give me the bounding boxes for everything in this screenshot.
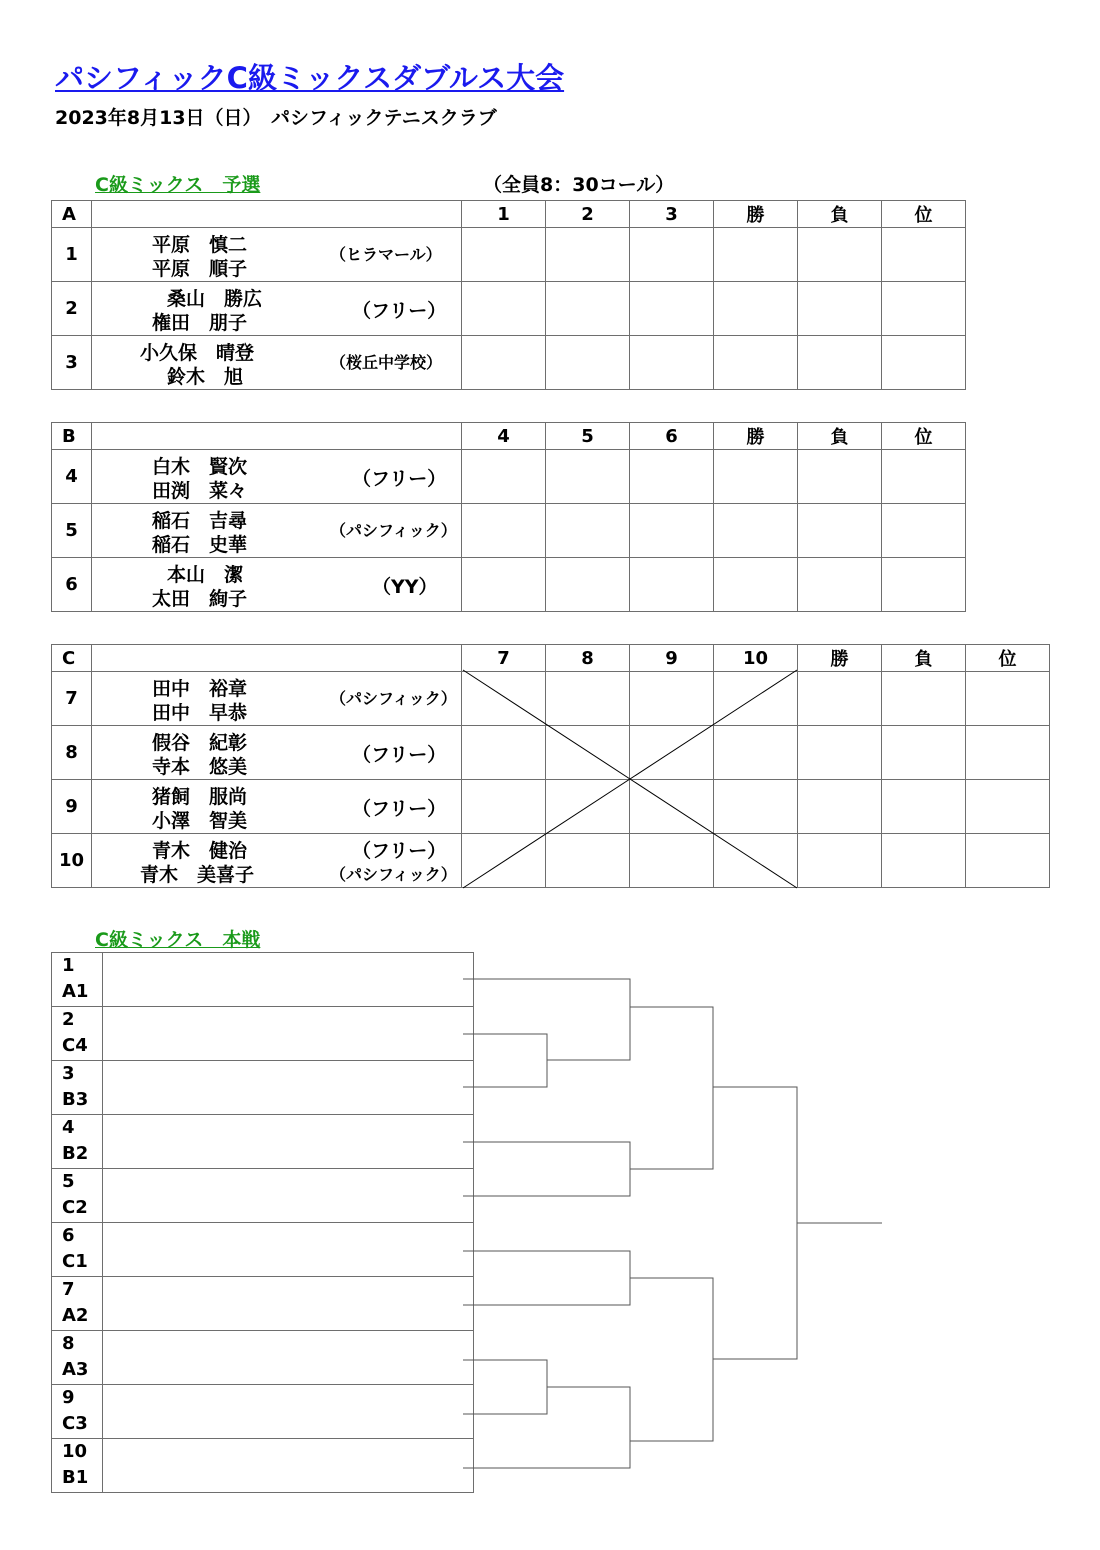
bracket-line xyxy=(713,1087,797,1359)
entry-number: 3 xyxy=(52,336,92,390)
opponent-col-header: 2 xyxy=(546,201,630,228)
slot-seed: C2 xyxy=(62,1197,88,1218)
slot-seed: B3 xyxy=(62,1089,89,1110)
slot-number: 4 xyxy=(62,1117,75,1138)
player-name: 稲石 吉尋 xyxy=(152,510,248,532)
slot-number: 3 xyxy=(62,1063,75,1084)
rank-header: 位 xyxy=(882,423,966,450)
bracket-line xyxy=(463,1142,630,1196)
opponent-col-header: 7 xyxy=(462,645,546,672)
group-letter: B xyxy=(52,423,92,450)
bracket-line xyxy=(630,1278,713,1441)
slot-seed: C4 xyxy=(62,1035,88,1056)
player-name: 小澤 智美 xyxy=(152,810,248,832)
event-date-venue: 2023年8月13日（日） パシフィックテニスクラブ xyxy=(55,107,497,129)
entry-number: 7 xyxy=(52,672,92,726)
player-name: 寺本 悠美 xyxy=(152,756,248,778)
entry-number: 5 xyxy=(52,504,92,558)
slot-number: 10 xyxy=(62,1441,88,1462)
slot-seed: A1 xyxy=(62,981,89,1002)
losses-header: 負 xyxy=(798,423,882,450)
player-name: 小久保 晴登 xyxy=(140,342,255,364)
club-name: （フリー） xyxy=(352,300,447,322)
main-draw-section-label: C級ミックス 本戦 xyxy=(95,929,261,951)
club-name: （フリー） xyxy=(352,468,447,490)
entry-number: 10 xyxy=(52,834,92,888)
player-name: 田中 裕章 xyxy=(152,678,248,700)
player-name: 権田 朋子 xyxy=(152,312,248,334)
losses-header: 負 xyxy=(798,201,882,228)
slot-seed: C3 xyxy=(62,1413,88,1434)
entry-number: 4 xyxy=(52,450,92,504)
slot-seed: A3 xyxy=(62,1359,89,1380)
club-name: （フリー） xyxy=(352,744,447,766)
player-name: 平原 順子 xyxy=(152,258,248,280)
bracket-line xyxy=(630,1007,713,1169)
entry-number: 1 xyxy=(52,228,92,282)
opponent-col-header: 3 xyxy=(630,201,714,228)
club-name: （YY） xyxy=(372,576,438,598)
bracket-line xyxy=(463,1251,630,1305)
player-name: 鈴木 旭 xyxy=(167,366,244,388)
slot-number: 7 xyxy=(62,1279,75,1300)
entry-number: 2 xyxy=(52,282,92,336)
player-name: 平原 慎二 xyxy=(152,234,248,256)
club-name: （パシフィック） xyxy=(330,521,457,540)
wins-header: 勝 xyxy=(714,201,798,228)
player-name: 青木 健治 xyxy=(152,840,248,862)
club-name: （フリー） xyxy=(352,840,447,862)
wins-header: 勝 xyxy=(798,645,882,672)
entry-number: 9 xyxy=(52,780,92,834)
call-time-note: （全員8：30コール） xyxy=(483,174,675,196)
player-name: 稲石 史華 xyxy=(152,534,248,556)
player-name: 猪飼 服尚 xyxy=(152,786,248,808)
slot-number: 6 xyxy=(62,1225,75,1246)
club-name: （パシフィック） xyxy=(330,865,457,884)
rank-header: 位 xyxy=(882,201,966,228)
club-name: （桜丘中学校） xyxy=(330,353,443,372)
wins-header: 勝 xyxy=(714,423,798,450)
player-name: 青木 美喜子 xyxy=(140,864,255,886)
group-letter: C xyxy=(52,645,92,672)
bracket-line xyxy=(463,1360,547,1414)
player-name: 田中 早恭 xyxy=(152,702,248,724)
opponent-col-header: 8 xyxy=(546,645,630,672)
losses-header: 負 xyxy=(882,645,966,672)
slot-number: 2 xyxy=(62,1009,75,1030)
player-name: 桑山 勝広 xyxy=(167,288,263,310)
opponent-col-header: 4 xyxy=(462,423,546,450)
entry-number: 6 xyxy=(52,558,92,612)
group-letter: A xyxy=(52,201,92,228)
club-name: （フリー） xyxy=(352,798,447,820)
slot-seed: A2 xyxy=(62,1305,89,1326)
player-name: 本山 潔 xyxy=(167,564,244,586)
entry-number: 8 xyxy=(52,726,92,780)
club-name: （パシフィック） xyxy=(330,689,457,708)
slot-number: 9 xyxy=(62,1387,75,1408)
player-name: 假谷 紀彰 xyxy=(152,732,248,754)
opponent-col-header: 5 xyxy=(546,423,630,450)
bracket-line xyxy=(463,1034,547,1087)
slot-seed: C1 xyxy=(62,1251,88,1272)
slot-seed: B2 xyxy=(62,1143,89,1164)
opponent-col-header: 6 xyxy=(630,423,714,450)
player-name: 太田 絢子 xyxy=(152,588,248,610)
slot-number: 1 xyxy=(62,955,75,976)
rank-header: 位 xyxy=(966,645,1050,672)
club-name: （ヒラマール） xyxy=(330,245,442,264)
player-name: 白木 賢次 xyxy=(152,456,248,478)
opponent-col-header: 10 xyxy=(714,645,798,672)
opponent-col-header: 1 xyxy=(462,201,546,228)
opponent-col-header: 9 xyxy=(630,645,714,672)
slot-seed: B1 xyxy=(62,1467,89,1488)
slot-number: 5 xyxy=(62,1171,75,1192)
slot-number: 8 xyxy=(62,1333,75,1354)
prelim-section-label: C級ミックス 予選 xyxy=(95,174,261,196)
player-name: 田渕 菜々 xyxy=(152,480,248,502)
page-title: パシフィックC級ミックスダブルス大会 xyxy=(55,61,565,95)
